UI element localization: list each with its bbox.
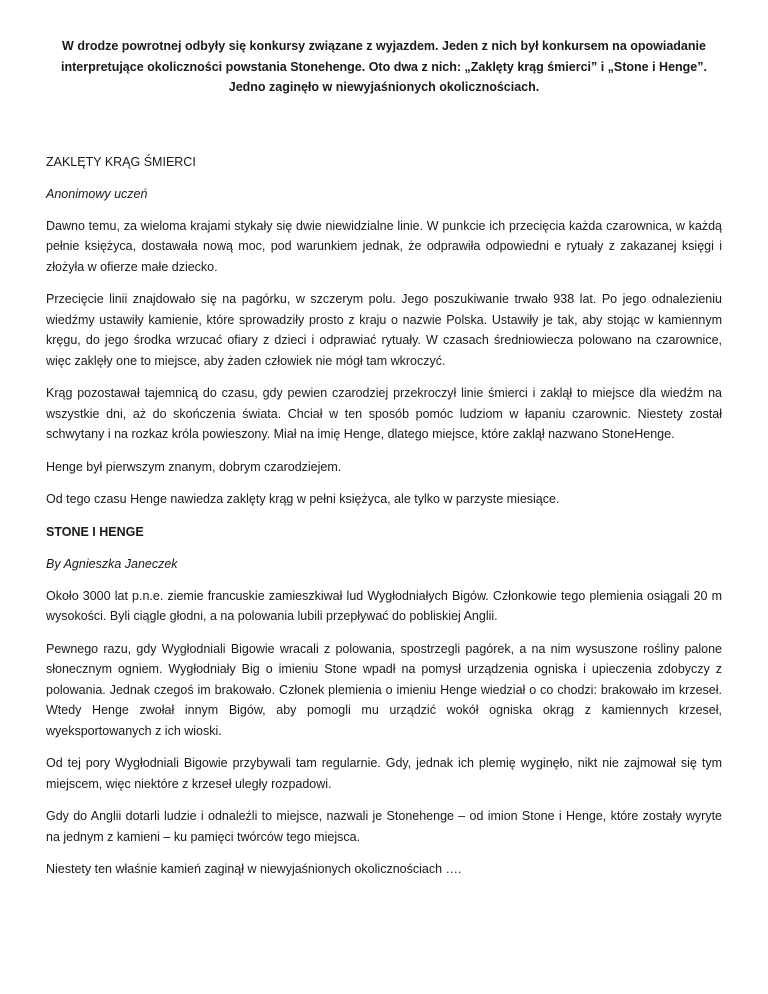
story1-paragraph-1: Dawno temu, za wieloma krajami stykały się dwie niewidzialne linie. W punkcie ich przecięcia każda czarownica, w każdą pełnie księżyca, dostawała nową moc, pod warunkiem jednak, że odprawiła odpowiedni e rytuały z zakazanej księgi i złożyła w ofierze małe dziecko.	[46, 218, 722, 274]
story1-paragraph-5: Od tego czasu Henge nawiedza zaklęty krąg w pełni księżyca, ale tylko w parzyste miesiące.	[46, 492, 560, 506]
story1-author: Anonimowy uczeń	[46, 186, 148, 201]
story2-title: STONE I HENGE	[46, 524, 144, 539]
intro-paragraph: W drodze powrotnej odbyły się konkursy związane z wyjazdem. Jeden z nich był konkursem na opowiadanie interpretujące okoliczności powstania Stonehenge. Oto dwa z nich: „Zaklęty krąg śmierci” i „Stone i Henge”. Jedno zaginęło w niewyjaśnionych okolicznościach.	[61, 39, 707, 94]
story1-paragraph-2: Przecięcie linii znajdowało się na pagórku, w szczerym polu. Jego poszukiwanie trwało 938 lat. Po jego odnalezieniu wiedźmy ustawiły kamienie, które sprowadziły prosto z kraju o nazwie Polska. Ustawiły je tak, aby stojąc w kamiennym kręgu, do jego środka wrzucać ofiary z dzieci i odprawiać rytuały. W czasach średniowiecza polowano na czarownice, więc zaklęły one to miejsce, aby żaden człowiek nie mógł tam wkroczyć.	[46, 292, 722, 368]
story2-paragraph-3: Od tej pory Wygłodniali Bigowie przybywali tam regularnie. Gdy, jednak ich plemię wyginęło, nikt nie zajmował się tym miejscem, więc niektóre z krzeseł uległy rozpadowi.	[46, 756, 722, 791]
story1-paragraph-3: Krąg pozostawał tajemnicą do czasu, gdy pewien czarodziej przekroczył linie śmierci i zaklął to miejsce dla wiedźm na wszystkie dni, aż do skończenia świata. Chciał w ten sposób pomóc ludziom w łapaniu czarownic. Niestety został schwytany i na rozkaz króla powieszony. Miał na imię Henge, dlatego miejsce, które zaklął nazwano StoneHenge.	[46, 386, 722, 441]
story1-paragraph-4: Henge był pierwszym znanym, dobrym czarodziejem.	[46, 459, 342, 474]
story2-paragraph-2: Pewnego razu, gdy Wygłodniali Bigowie wracali z polowania, spostrzegli pagórek, a na nim wysuszone rośliny palone słonecznym ogniem. Wygłodniały Big o imieniu Stone wpadł na pomysł urządzenia ogniska i upieczenia zdobyczy z polowania. Jednak czegoś im brakowało. Członek plemienia o imieniu Henge wiedział o co chodzi: brakowało im krzeseł. Wtedy Henge zwołał innym Bigów, aby pomogli mu urządzić wokół ogniska okrąg z kamiennych krzeseł, wyeksportowanych z ich wioski.	[46, 641, 722, 738]
story2-author: By Agnieszka Janeczek	[46, 556, 178, 571]
story2-paragraph-4: Gdy do Anglii dotarli ludzie i odnaleźli to miejsce, nazwali je Stonehenge – od imion Stone i Henge, które zostały wyryte na jednym z kamieni – ku pamięci twórców tego miejsca.	[46, 809, 722, 844]
document-page	[46, 36, 722, 892]
story1-title: ZAKLĘTY KRĄG ŚMIERCI	[46, 154, 196, 169]
story2-paragraph-5: Niestety ten właśnie kamień zaginął w niewyjaśnionych okolicznościach ….	[46, 862, 462, 876]
story2-paragraph-1: Około 3000 lat p.n.e. ziemie francuskie zamieszkiwał lud Wygłodniałych Bigów. Członkowie tego plemienia osiągali 20 m wysokości. Byli ciągle głodni, a na polowania lubili przepływać do pobliskiej Anglii.	[46, 588, 722, 623]
